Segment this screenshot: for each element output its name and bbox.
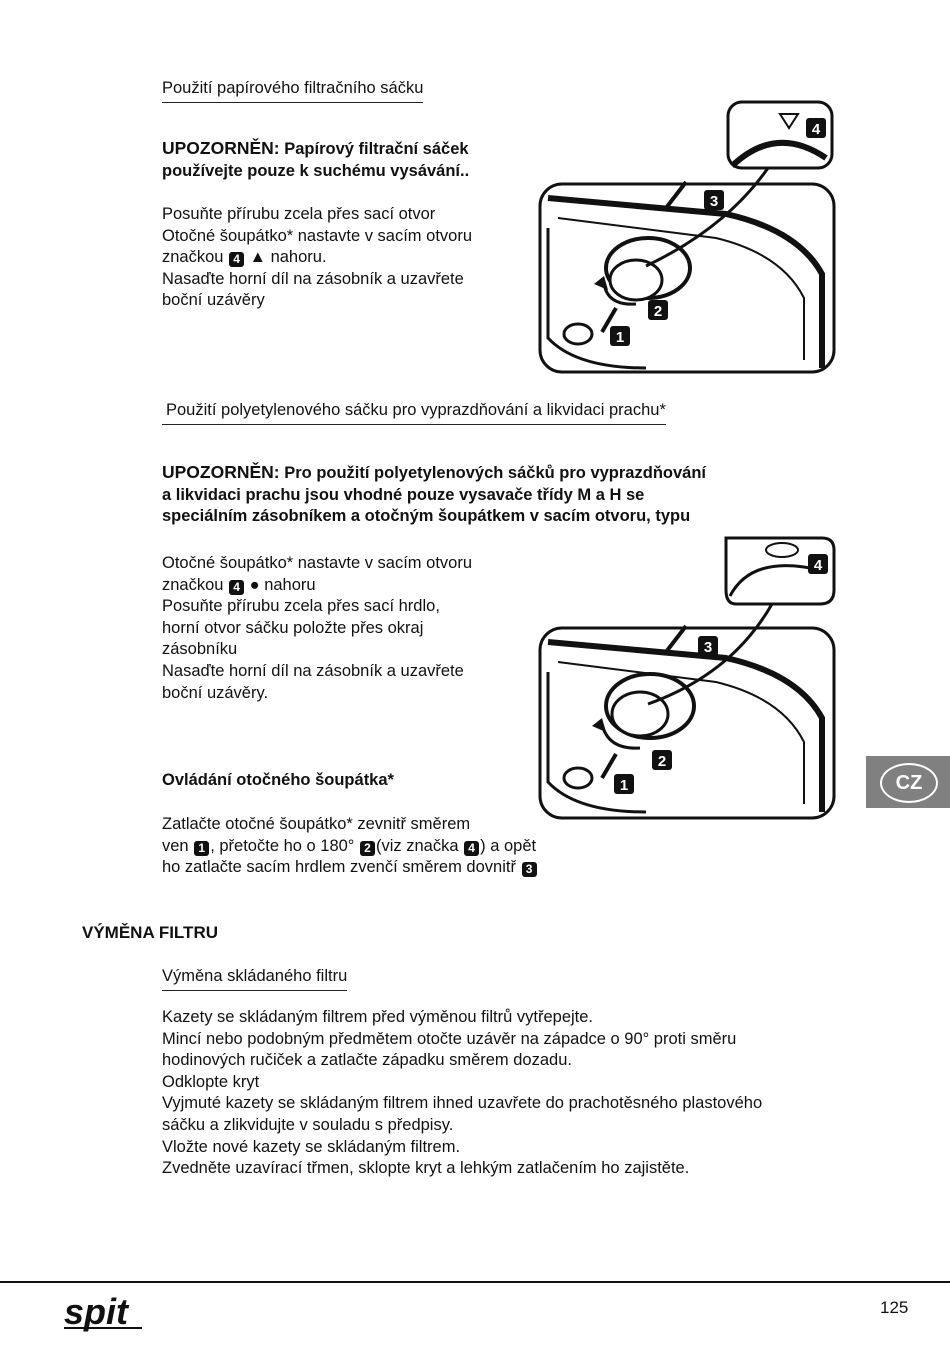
- label-3: 3: [709, 193, 719, 210]
- label-1: 1: [615, 329, 625, 346]
- label-4: 4: [811, 121, 821, 138]
- marker-4-badge: 4: [464, 841, 479, 856]
- marker-4-badge: 4: [229, 580, 244, 595]
- marker-2-badge: 2: [360, 841, 375, 856]
- marker-4-badge: 4: [229, 252, 244, 267]
- section1-warning: UPOZORNĚN: Papírový filtrační sáček používejte pouze k suchému vysávání..: [162, 138, 470, 180]
- section2-warning: UPOZORNĚN: Pro použití polyetylenových sáčků pro vyprazdňování a likvidaci prachu jsou vhodné pouze vysavače třídy M a H se speciálním zásobníkem a otočným šoupátkem v sacím otvoru, typu: [162, 462, 706, 526]
- language-label: CZ: [880, 763, 938, 803]
- brand-logo: [62, 1288, 152, 1336]
- label-2: 2: [657, 753, 667, 770]
- section1-instructions: Posuňte přírubu zcela přes sací otvor Otočné šoupátko* nastavte v sacím otvoru značkou 4 ▲ nahoru. Nasaďte horní díl na zásobník a uzavřete boční uzávěry: [162, 205, 472, 310]
- language-tab: [866, 756, 950, 808]
- section4-instructions: Kazety se skládaným filtrem před výměnou filtrů vytřepejte. Mincí nebo podobným předmětem otočte uzávěr na západce o 90° proti směru hodinových ručiček a zatlačte západku směrem dozadu. Odklopte kryt Vyjmuté kazety se skládaným filtrem ihned uzavřete do prachotěsného plastového sáčku a zlikvidujte v souladu s předpisy. Vložte nové kazety se skládaným filtrem. Zvedněte uzavírací třmen, sklopte kryt a lehkým zatlačením ho zajistěte.: [162, 1008, 763, 1178]
- marker-1-badge: 1: [194, 841, 209, 856]
- section4-subheading: Výměna skládaného filtru: [162, 966, 347, 991]
- footer-divider: [0, 1281, 950, 1283]
- section2-heading: Použití polyetylenového sáčku pro vyprazdňování a likvidaci prachu*: [162, 400, 666, 425]
- paper-bag-illustration: [536, 98, 838, 378]
- polyethylene-bag-illustration: [536, 534, 838, 824]
- label-2: 2: [653, 303, 663, 320]
- label-4: 4: [813, 557, 823, 574]
- section1-heading: Použití papírového filtračního sáčku: [162, 78, 423, 103]
- section3-heading: Ovládání otočného šoupátka*: [162, 771, 394, 789]
- label-1: 1: [619, 777, 629, 794]
- page-number: 125: [880, 1298, 909, 1317]
- svg-text:spit: spit: [64, 1291, 129, 1332]
- section2-instructions: Otočné šoupátko* nastavte v sacím otvoru značkou 4 ● nahoru Posuňte přírubu zcela přes sací hrdlo, horní otvor sáčku položte přes okraj zásobníku Nasaďte horní díl na zásobník a uzavřete boční uzávěry.: [162, 554, 472, 702]
- marker-3-badge: 3: [522, 862, 537, 877]
- label-3: 3: [703, 639, 713, 656]
- section3-instructions: Zatlačte otočné šoupátko* zevnitř směrem ven 1 , přetočte ho o 180° 2 (viz značka 4 ) a opět ho zatlačte sacím hrdlem zvenčí směrem dovnitř 3: [162, 815, 537, 877]
- section4-title: VÝMĚNA FILTRU: [82, 923, 218, 942]
